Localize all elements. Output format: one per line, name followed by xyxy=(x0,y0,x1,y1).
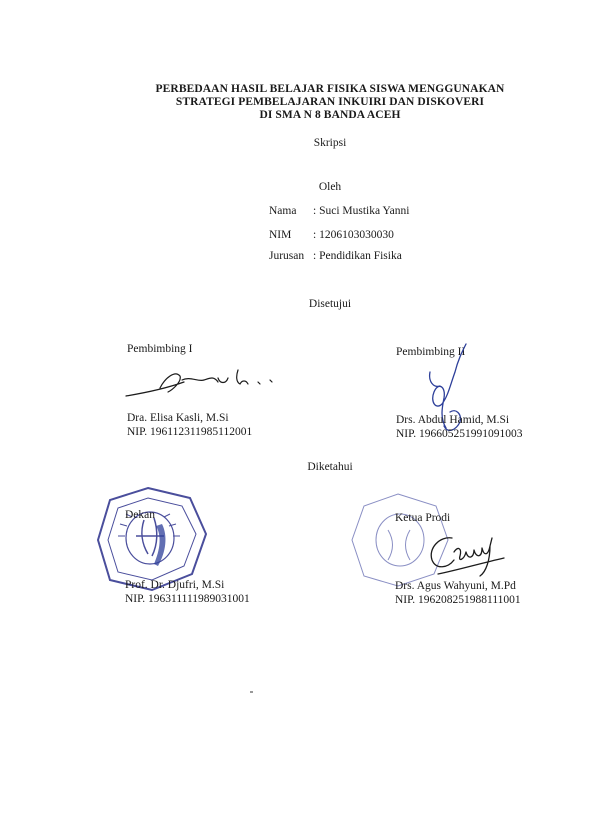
head-role: Ketua Prodi xyxy=(395,512,451,524)
author-name-label: Nama xyxy=(269,205,297,217)
title-line-1: PERBEDAAN HASIL BELAJAR FISIKA SISWA MENGGUNAKAN xyxy=(155,83,505,95)
approved-label: Disetujui xyxy=(308,298,352,310)
head-signature xyxy=(418,530,508,580)
author-name-value: : Suci Mustika Yanni xyxy=(313,205,410,217)
page-speck xyxy=(250,691,253,693)
supervisor2-name: Drs. Abdul Hamid, M.Si xyxy=(396,414,510,426)
supervisor1-role: Pembimbing I xyxy=(127,343,193,355)
supervisor2-nip: NIP. 196605251991091003 xyxy=(396,428,523,440)
by-label: Oleh xyxy=(318,181,342,193)
title-line-3: DI SMA N 8 BANDA ACEH xyxy=(259,109,401,121)
dean-name: Prof. Dr. Djufri, M.Si xyxy=(125,579,225,591)
supervisor1-nip: NIP. 196112311985112001 xyxy=(127,426,253,438)
author-department-label: Jurusan xyxy=(269,250,305,262)
author-nim-value: : 1206103030030 xyxy=(313,229,394,241)
faculty-stamp xyxy=(96,484,208,592)
author-department-value: : Pendidikan Fisika xyxy=(313,250,402,262)
title-line-2: STRATEGI PEMBELAJARAN INKUIRI DAN DISKOVERI xyxy=(175,96,485,108)
acknowledged-label: Diketahui xyxy=(307,461,353,473)
supervisor2-signature xyxy=(400,342,480,442)
head-nip: NIP. 196208251988111001 xyxy=(395,594,521,606)
head-name: Drs. Agus Wahyuni, M.Pd xyxy=(395,580,516,592)
author-nim-label: NIM xyxy=(269,229,292,241)
dean-nip: NIP. 196311111989031001 xyxy=(125,593,250,605)
dean-role: Dekan xyxy=(125,509,156,521)
supervisor1-name: Dra. Elisa Kasli, M.Si xyxy=(127,412,229,424)
supervisor2-role: Pembimbing II xyxy=(396,346,466,358)
document-type: Skripsi xyxy=(313,137,347,149)
supervisor1-signature xyxy=(120,362,270,402)
